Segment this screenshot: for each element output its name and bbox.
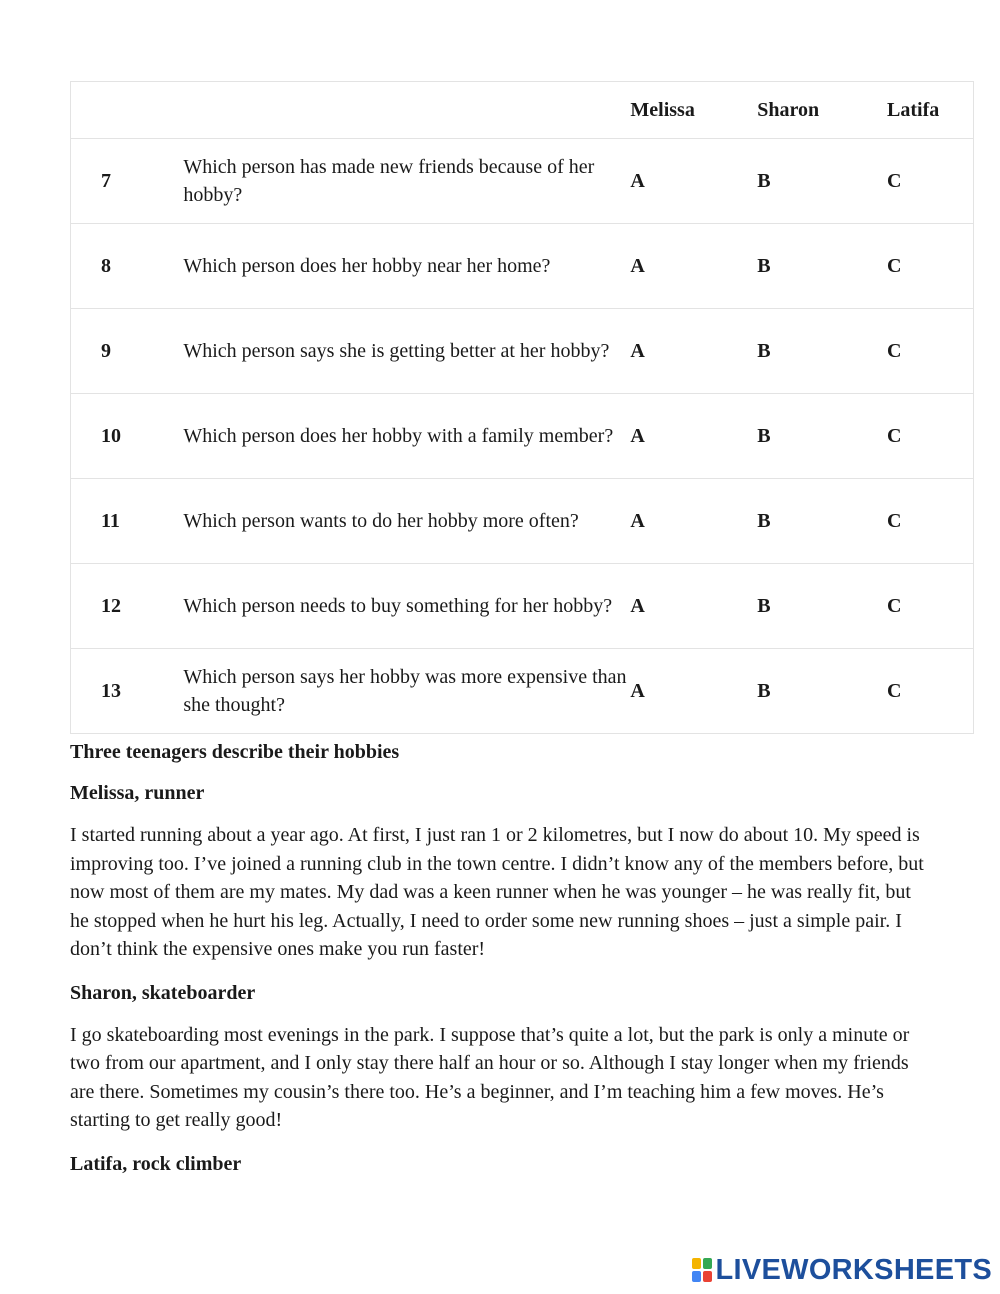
table-row (71, 139, 974, 224)
option-b[interactable]: B (757, 139, 887, 224)
header-sharon: Sharon (757, 82, 887, 139)
table-header-row (71, 82, 974, 139)
melissa-heading: Melissa, runner (70, 782, 205, 804)
table-row (71, 224, 974, 309)
article-title: Three teenagers describe their hobbies (70, 741, 400, 763)
option-c[interactable]: C (887, 224, 973, 309)
question-text: Which person says her hobby was more expensive than she thought? (183, 649, 630, 734)
latifa-heading: Latifa, rock climber (70, 1152, 242, 1175)
question-number: 12 (71, 564, 184, 649)
option-a[interactable]: A (630, 139, 757, 224)
table-row (71, 394, 974, 479)
option-c[interactable]: C (887, 309, 973, 394)
question-text: Which person needs to buy something for her hobby? (183, 564, 630, 649)
question-number: 9 (71, 309, 184, 394)
option-b[interactable]: B (757, 224, 887, 309)
questions-table (70, 81, 974, 734)
article (70, 740, 930, 1176)
logo-square (692, 1258, 701, 1269)
header-empty-num (71, 82, 184, 139)
question-text: Which person does her hobby with a family member? (183, 394, 630, 479)
option-b[interactable]: B (757, 394, 887, 479)
header-latifa: Latifa (887, 82, 973, 139)
option-c[interactable]: C (887, 564, 973, 649)
option-a[interactable]: A (630, 394, 757, 479)
question-number: 7 (71, 139, 184, 224)
sharon-heading: Sharon, skateboarder (70, 981, 256, 1004)
logo-square (692, 1271, 701, 1282)
melissa-paragraph: I started running about a year ago. At first, I just ran 1 or 2 kilometres, but I now do about 10. My speed is improving too. I’ve joined a running club in the town centre. I didn’t know any of the members before, but now most of them are my mates. My dad was a keen runner when he was younger – he was really fit, but he stopped when he hurt his leg. Actually, I need to order some new running shoes – just a simple pair. I don’t think the expensive ones make you run faster! (70, 824, 924, 960)
question-number: 13 (71, 649, 184, 734)
question-text: Which person does her hobby near her home? (183, 224, 630, 309)
table-row (71, 649, 974, 734)
option-c[interactable]: C (887, 479, 973, 564)
option-b[interactable]: B (757, 309, 887, 394)
option-a[interactable]: A (630, 479, 757, 564)
option-a[interactable]: A (630, 224, 757, 309)
option-c[interactable]: C (887, 394, 973, 479)
header-empty-question (183, 82, 630, 139)
question-number: 11 (71, 479, 184, 564)
question-text: Which person says she is getting better at her hobby? (183, 309, 630, 394)
option-a[interactable]: A (630, 309, 757, 394)
option-a[interactable]: A (630, 649, 757, 734)
question-number: 8 (71, 224, 184, 309)
table-row (71, 309, 974, 394)
logo-square (703, 1271, 712, 1282)
sharon-paragraph: I go skateboarding most evenings in the park. I suppose that’s quite a lot, but the park is only a minute or two from our apartment, and I only stay there half an hour or so. Although I stay longer when my friends are there. Sometimes my cousin’s there too. He’s a beginner, and I’m teaching him a few moves. He’s starting to get really good! (70, 1023, 910, 1131)
question-text: Which person wants to do her hobby more often? (183, 479, 630, 564)
logo-square (703, 1258, 712, 1269)
question-text: Which person has made new friends because of her hobby? (183, 139, 630, 224)
option-b[interactable]: B (757, 649, 887, 734)
option-a[interactable]: A (630, 564, 757, 649)
option-c[interactable]: C (887, 649, 973, 734)
table-row (71, 479, 974, 564)
question-number: 10 (71, 394, 184, 479)
table-row (71, 564, 974, 649)
option-b[interactable]: B (757, 564, 887, 649)
logo-text: LIVEWORKSHEETS (715, 1253, 992, 1286)
logo-mark-icon (692, 1258, 712, 1282)
liveworksheets-logo (692, 1252, 992, 1288)
option-b[interactable]: B (757, 479, 887, 564)
option-c[interactable]: C (887, 139, 973, 224)
header-melissa: Melissa (630, 82, 757, 139)
